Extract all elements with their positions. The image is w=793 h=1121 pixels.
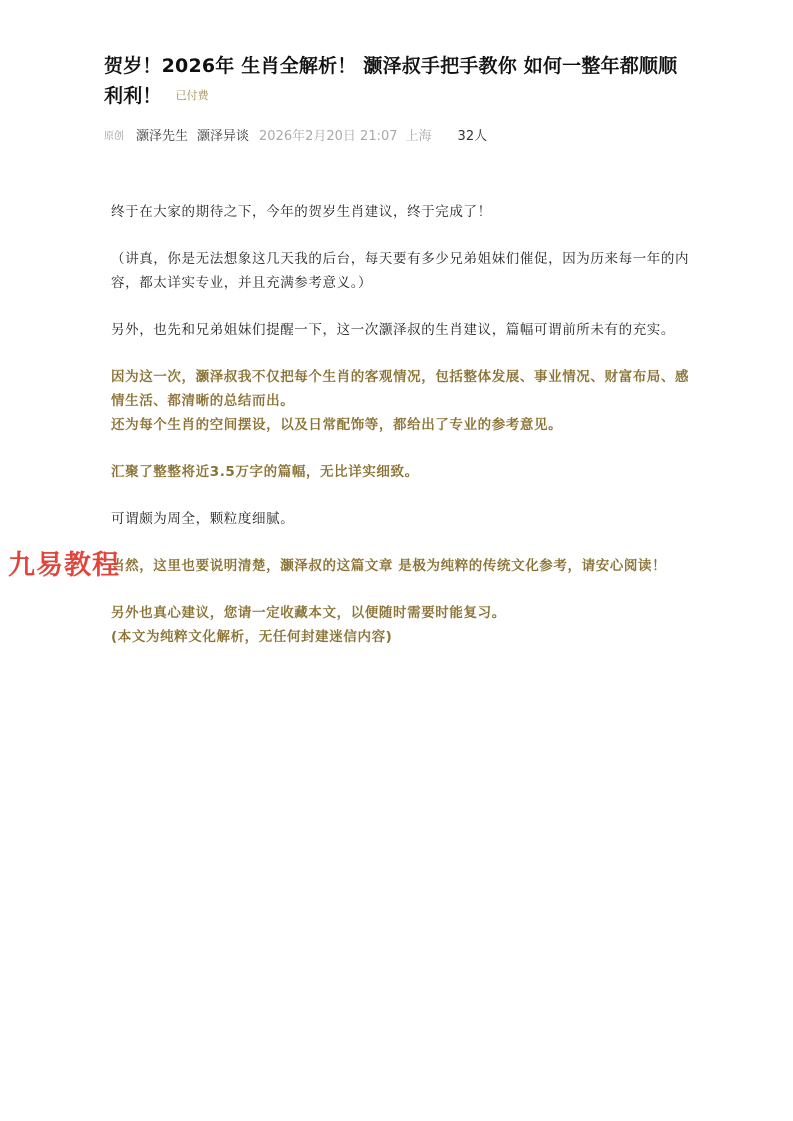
paragraph xyxy=(111,247,691,295)
paragraph xyxy=(111,601,691,649)
reader-count: 32人 xyxy=(457,129,488,144)
article-title-text: 贺岁！2026年 生肖全解析！ 灏泽叔手把手教你 如何一整年都顺顺利利！ xyxy=(104,55,678,107)
paragraph-line: (本文为纯粹文化解析，无任何封建迷信内容) xyxy=(111,629,393,645)
paragraph-line: 终于在大家的期待之下，今年的贺岁生肖建议，终于完成了！ xyxy=(111,204,492,220)
paragraph xyxy=(111,365,691,437)
paragraph-line: （讲真，你是无法想象这几天我的后台，每天要有多少兄弟姐妹们催促，因为历来每一年的内容，都太详实专业，并且充满参考意义。） xyxy=(111,251,690,291)
publish-location: 上海 xyxy=(405,129,432,144)
article-title xyxy=(104,52,689,111)
publish-date: 2026年2月20日 21:07 xyxy=(259,129,398,144)
article-content xyxy=(104,200,691,649)
paragraph xyxy=(111,200,691,224)
paragraph xyxy=(111,507,691,531)
paragraph xyxy=(111,318,691,342)
watermark: 九易教程 xyxy=(8,550,120,581)
paragraph xyxy=(111,460,691,484)
paragraph-line: 因为这一次，灏泽叔我不仅把每个生肖的客观情况，包括整体发展、事业情况、财富布局、感情生活、都清晰的总结而出。 xyxy=(111,369,690,409)
paragraph-line: 另外，也先和兄弟姐妹们提醒一下，这一次灏泽叔的生肖建议，篇幅可谓前所未有的充实。 xyxy=(111,322,675,338)
paragraph-line: 当然，这里也要说明清楚，灏泽叔的这篇文章 是极为纯粹的传统文化参考，请安心阅读！ xyxy=(111,558,667,574)
paragraph-line: 汇聚了整整将近3.5万字的篇幅，无比详实细致。 xyxy=(111,464,419,480)
article-meta xyxy=(104,125,689,144)
article xyxy=(104,52,689,672)
author-link[interactable]: 灏泽先生 xyxy=(136,129,189,144)
paid-tag: 已付费 xyxy=(175,89,209,102)
paragraph-line: 另外也真心建议，您请一定收藏本文，以便随时需要时能复习。 xyxy=(111,605,506,621)
original-tag: 原创 xyxy=(104,131,124,142)
account-link[interactable]: 灏泽异谈 xyxy=(197,129,250,144)
paragraph-line: 可谓颇为周全，颗粒度细腻。 xyxy=(111,511,295,527)
paragraph-line: 还为每个生肖的空间摆设，以及日常配饰等，都给出了专业的参考意见。 xyxy=(111,417,563,433)
paragraph xyxy=(111,554,691,578)
